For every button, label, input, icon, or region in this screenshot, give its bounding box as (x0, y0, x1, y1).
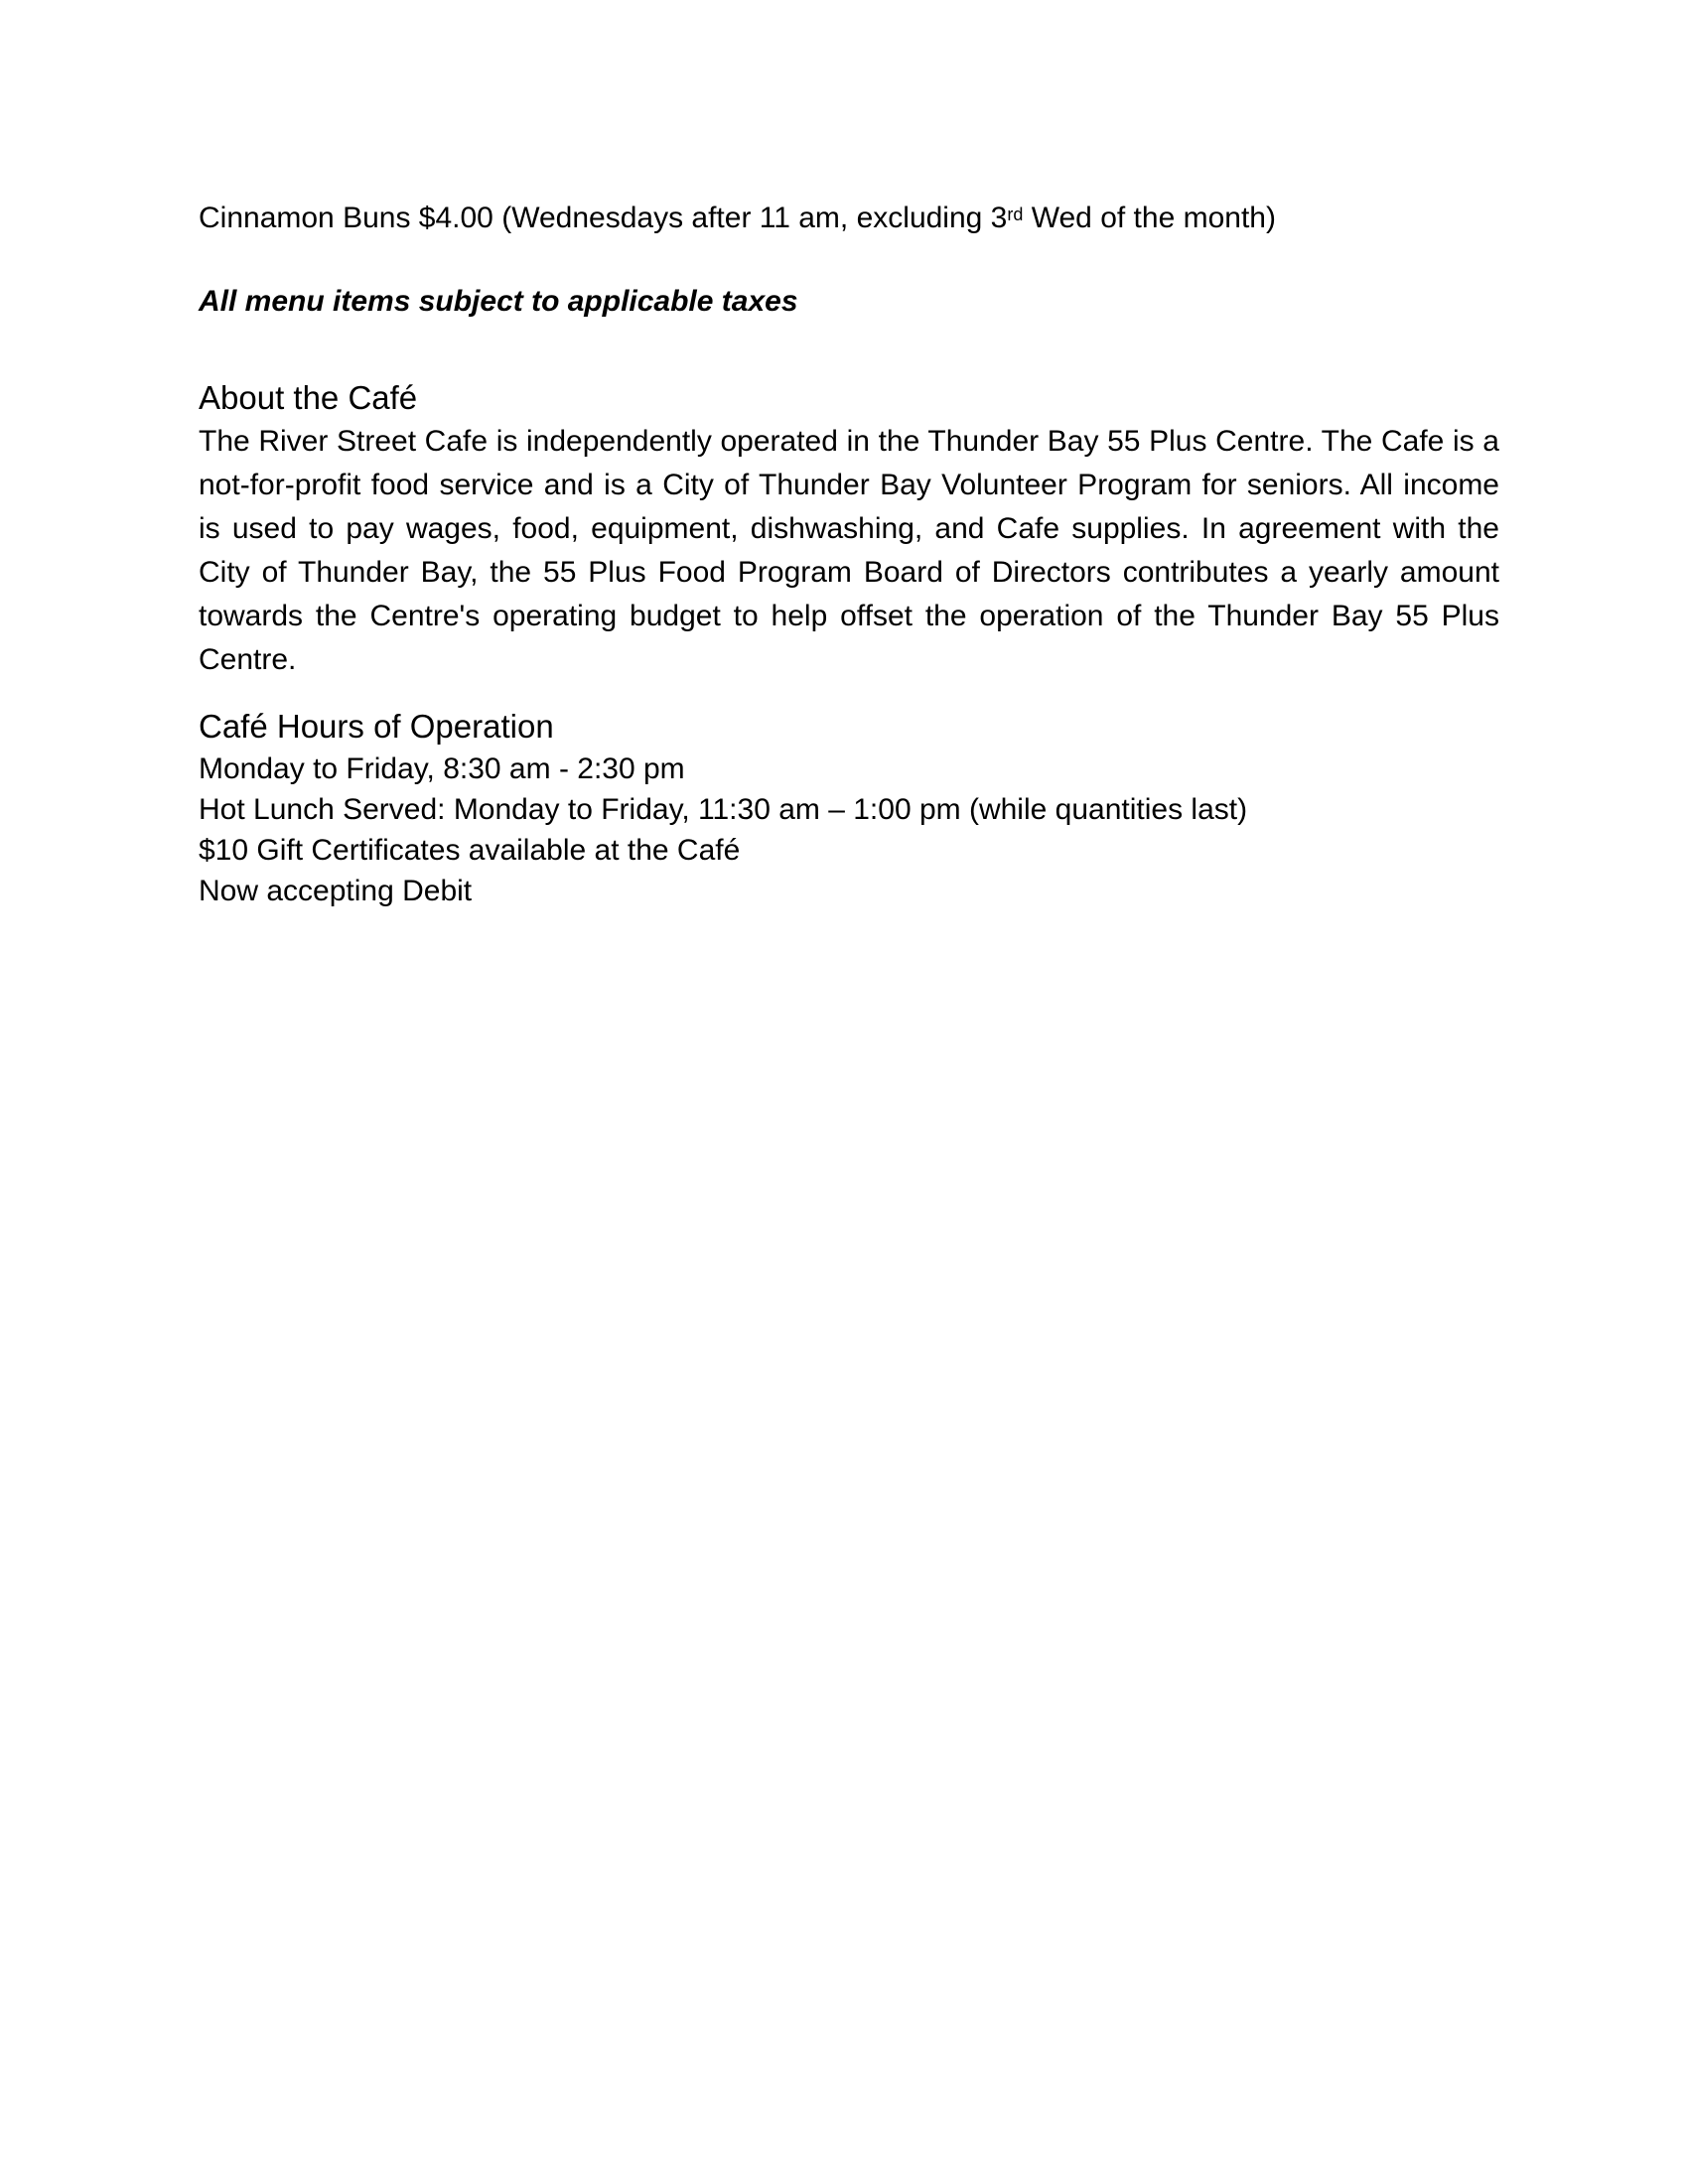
about-paragraph: The River Street Cafe is independently operated in the Thunder Bay 55 Plus Centre. The Cafe is a not-for-profit food service and is a City of Thunder Bay Volunteer Program for seniors. All income is used to pay wages, food, equipment, dishwashing, and Cafe supplies. In agreement with the City of Thunder Bay, the 55 Plus Food Program Board of Directors contributes a yearly amount towards the Centre's operating budget to help offset the operation of the Thunder Bay 55 Plus Centre. (199, 425, 1499, 676)
hours-line-debit: Now accepting Debit (199, 875, 473, 907)
taxes-note: All menu items subject to applicable taxes (199, 285, 798, 318)
hours-line-hot-lunch: Hot Lunch Served: Monday to Friday, 11:30 am – 1:00 pm (while quantities last) (199, 793, 1248, 826)
page-content (199, 197, 1499, 911)
ordinal-superscript: rd (1007, 205, 1024, 224)
hours-line-weekday: Monday to Friday, 8:30 am - 2:30 pm (199, 752, 685, 785)
cinnamon-buns-note (199, 197, 1499, 240)
cinnamon-buns-text-end: Wed of the month) (1023, 202, 1276, 234)
about-heading: About the Café (199, 379, 418, 416)
cinnamon-buns-text: Cinnamon Buns $4.00 (Wednesdays after 11 am, excluding 3 (199, 202, 1008, 234)
hours-list (199, 749, 1499, 911)
hours-heading: Café Hours of Operation (199, 708, 554, 745)
hours-line-gift-certificates: $10 Gift Certificates available at the Café (199, 834, 741, 867)
